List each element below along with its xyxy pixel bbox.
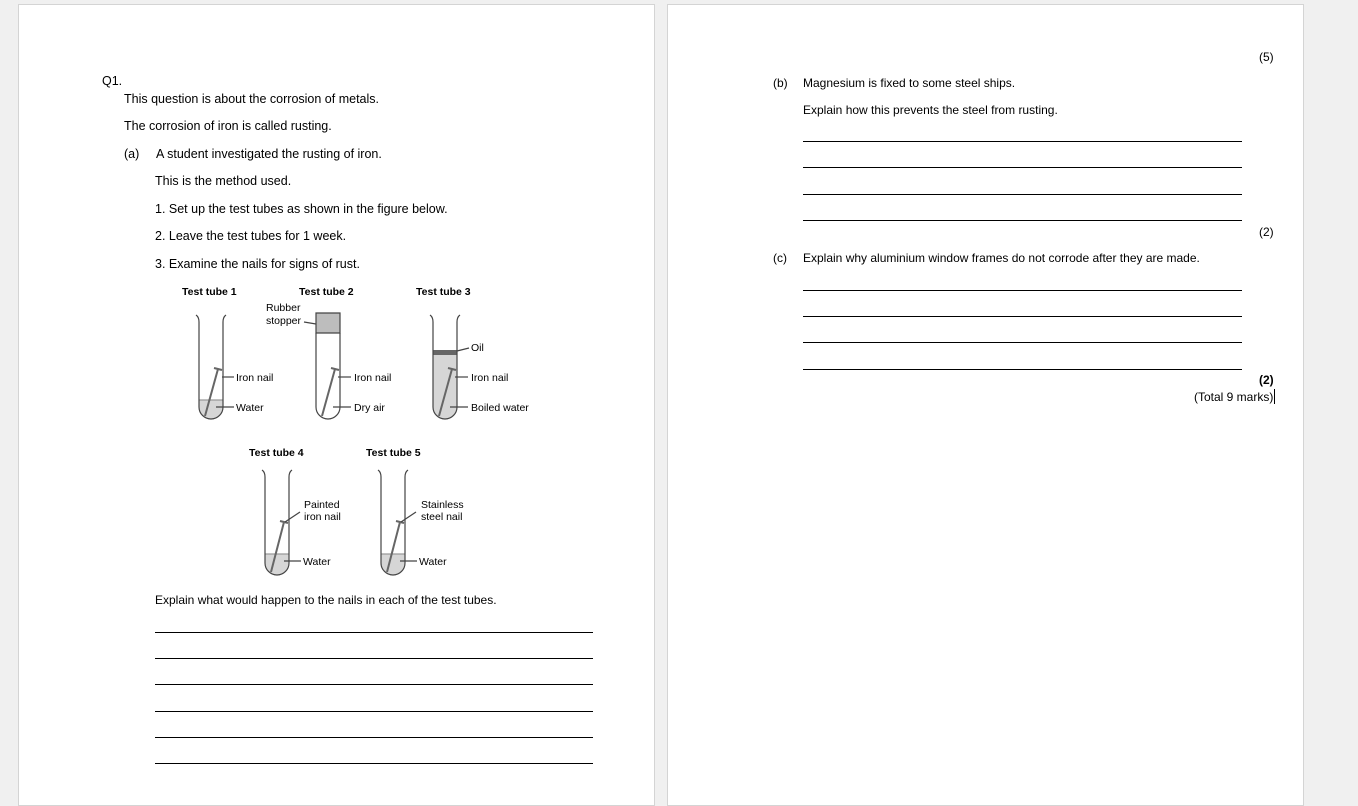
tube-2-nail-label: Iron nail: [354, 372, 392, 384]
part-b-prompt: Explain how this prevents the steel from rusting.: [803, 103, 1058, 117]
text-cursor: [1274, 389, 1275, 404]
answer-line[interactable]: [803, 220, 1242, 221]
total-marks: (Total 9 marks): [1194, 390, 1274, 404]
part-b-label: (b): [773, 76, 788, 90]
answer-line[interactable]: [803, 316, 1242, 317]
stopper-label-2: stopper: [266, 315, 302, 327]
test-tube-2-icon: [316, 333, 340, 419]
part-a-prompt: Explain what would happen to the nails in each of the test tubes.: [155, 593, 497, 607]
intro-text: This question is about the corrosion of metals.: [124, 92, 379, 106]
tube-1-liquid-label: Water: [236, 402, 264, 414]
answer-line[interactable]: [155, 658, 593, 659]
tube-3-oil-label: Oil: [471, 342, 484, 354]
rubber-stopper-icon: [316, 313, 340, 333]
answer-line[interactable]: [803, 141, 1242, 142]
tube-5-liquid-label: Water: [419, 556, 447, 568]
tube-3-title: Test tube 3: [416, 286, 471, 298]
method-step-1: 1. Set up the test tubes as shown in the figure below.: [155, 202, 448, 216]
tube-5-nail-label-2: steel nail: [421, 511, 463, 523]
part-c-label: (c): [773, 251, 787, 265]
part-b-text: Magnesium is fixed to some steel ships.: [803, 76, 1016, 90]
tube-5-nail-label-1: Stainless: [421, 499, 464, 511]
tube-4-nail-label-1: Painted: [304, 499, 340, 511]
tube-1-title: Test tube 1: [182, 286, 237, 298]
tube-4-title: Test tube 4: [249, 447, 304, 459]
oil-layer: [433, 350, 457, 355]
part-c-text: Explain why aluminium window frames do not corrode after they are made.: [803, 251, 1200, 265]
answer-line[interactable]: [155, 632, 593, 633]
stopper-label-1: Rubber: [266, 302, 301, 314]
question-number: Q1.: [102, 74, 123, 88]
marks-c: (2): [1259, 373, 1274, 387]
answer-line[interactable]: [803, 290, 1242, 291]
part-a-label: (a): [124, 147, 140, 161]
answer-line[interactable]: [155, 737, 593, 738]
method-step-2: 2. Leave the test tubes for 1 week.: [155, 229, 347, 243]
answer-line[interactable]: [803, 342, 1242, 343]
answer-line[interactable]: [803, 194, 1242, 195]
answer-line[interactable]: [155, 684, 593, 685]
marks-a: (5): [1259, 50, 1274, 64]
tube-4-liquid-label: Water: [303, 556, 331, 568]
intro-text-2: The corrosion of iron is called rusting.: [124, 119, 332, 133]
part-a-text: A student investigated the rusting of iron.: [156, 147, 382, 161]
method-step-3: 3. Examine the nails for signs of rust.: [155, 257, 360, 271]
tube-2-liquid-label: Dry air: [354, 402, 385, 414]
tube-3-liquid-label: Boiled water: [471, 402, 529, 414]
answer-line[interactable]: [155, 711, 593, 712]
tube-1-nail-label: Iron nail: [236, 372, 274, 384]
answer-line[interactable]: [803, 167, 1242, 168]
tube-4-nail-label-2: iron nail: [304, 511, 341, 523]
method-intro: This is the method used.: [155, 174, 292, 188]
answer-line[interactable]: [803, 369, 1242, 370]
tube-3-nail-label: Iron nail: [471, 372, 509, 384]
tube-2-title: Test tube 2: [299, 286, 354, 298]
answer-line[interactable]: [155, 763, 593, 764]
marks-b: (2): [1259, 225, 1274, 239]
tube-5-title: Test tube 5: [366, 447, 421, 459]
